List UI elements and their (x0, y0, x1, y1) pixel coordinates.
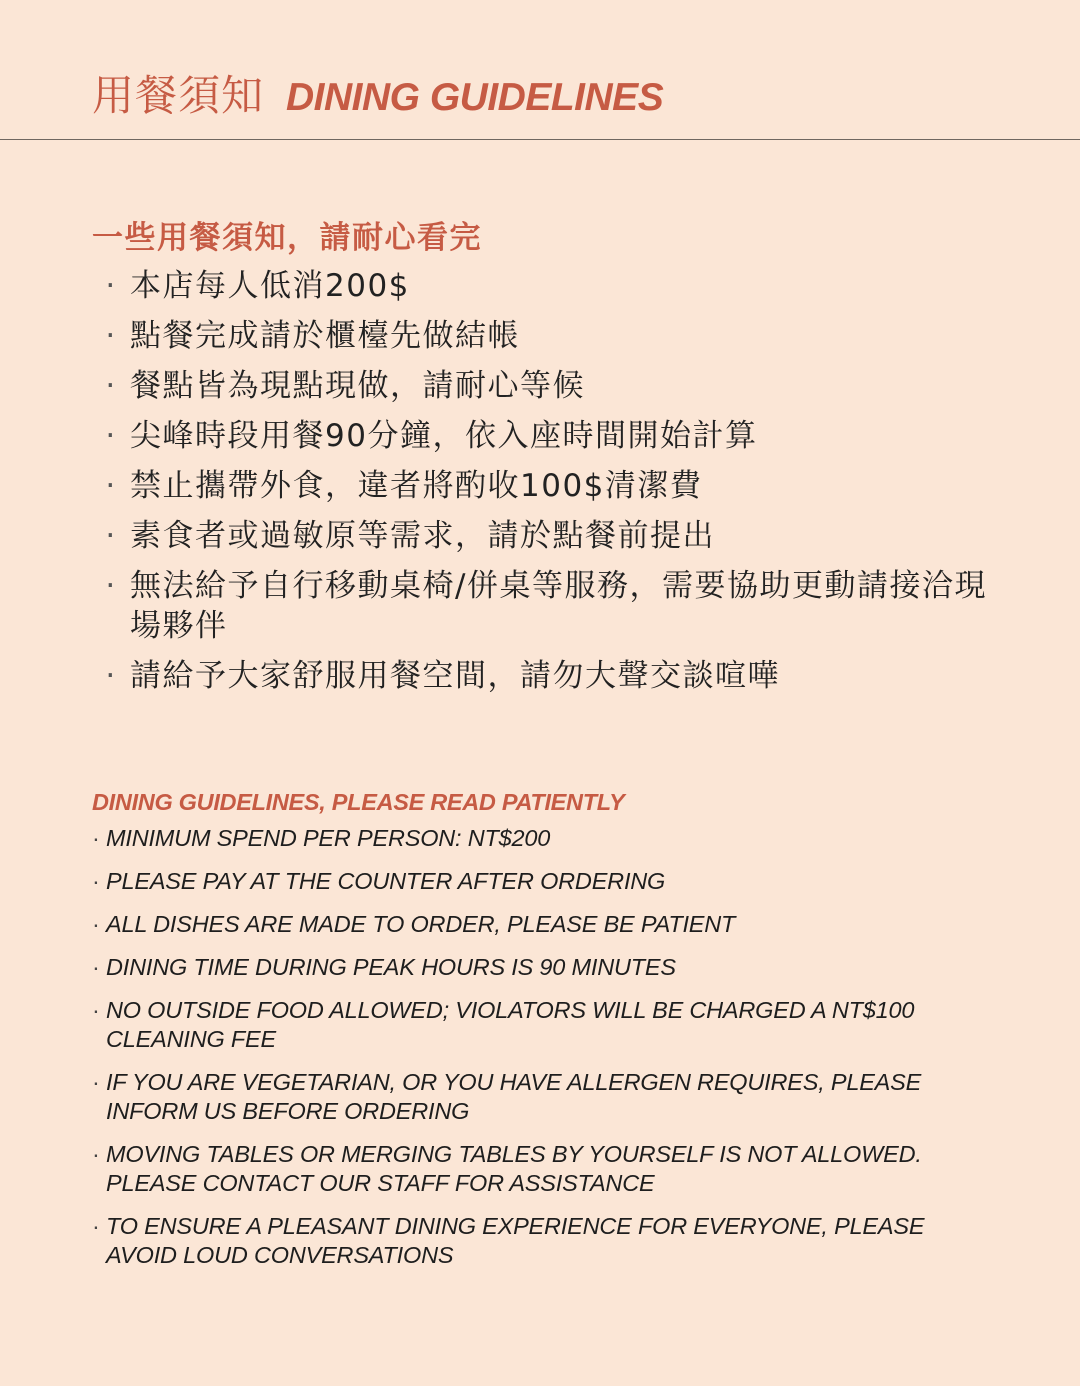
guideline-text: ALL DISHES ARE MADE TO ORDER, PLEASE BE PATIENT (106, 911, 736, 937)
page-title-chinese: 用餐須知 (92, 71, 265, 120)
page-title-english: DINING GUIDELINES (286, 76, 664, 119)
chinese-guidelines-section (92, 214, 1012, 706)
guideline-text: IF YOU ARE VEGETARIAN, OR YOU HAVE ALLERGEN REQUIRES, PLEASE INFORM US BEFORE ORDERING (106, 1069, 922, 1124)
bullet-dot: · (105, 418, 117, 454)
bullet-dot: · (105, 318, 117, 354)
guideline-text: MOVING TABLES OR MERGING TABLES BY YOURSELF IS NOT ALLOWED. PLEASE CONTACT OUR STAFF FOR ASSISTANCE (106, 1141, 922, 1196)
guideline-text: 無法給予自行移動桌椅/併桌等服務，需要協助更動請接洽現場夥伴 (130, 568, 987, 644)
guideline-text: MINIMUM SPEND PER PERSON: NT$200 (106, 825, 551, 851)
english-guideline-item (92, 1068, 992, 1126)
bullet-dot: · (92, 911, 100, 937)
chinese-guidelines-list (92, 266, 1012, 696)
guideline-text: TO ENSURE A PLEASANT DINING EXPERIENCE FOR EVERYONE, PLEASE AVOID LOUD CONVERSATIONS (106, 1213, 925, 1268)
bullet-dot: · (92, 1141, 100, 1167)
english-guidelines-list (92, 824, 992, 1270)
bullet-dot: · (92, 1069, 100, 1095)
page-title (92, 68, 663, 127)
guideline-text: NO OUTSIDE FOOD ALLOWED; VIOLATORS WILL BE CHARGED A NT$100 CLEANING FEE (106, 997, 915, 1052)
guideline-text: 禁止攜帶外食，違者將酌收100$清潔費 (130, 468, 703, 504)
chinese-guidelines-heading: 一些用餐須知，請耐心看完 (92, 220, 482, 256)
chinese-guideline-item (92, 366, 1012, 406)
bullet-dot: · (92, 825, 100, 851)
chinese-guideline-item (92, 566, 1012, 646)
guideline-text: 本店每人低消200$ (130, 268, 410, 304)
bullet-dot: · (105, 518, 117, 554)
guideline-text: PLEASE PAY AT THE COUNTER AFTER ORDERING (106, 868, 666, 894)
page-header (0, 0, 1080, 140)
english-guidelines-section (92, 786, 992, 1284)
guideline-text: DINING TIME DURING PEAK HOURS IS 90 MINUTES (106, 954, 676, 980)
guideline-text: 尖峰時段用餐90分鐘，依入座時間開始計算 (130, 418, 758, 454)
chinese-guideline-item (92, 656, 1012, 696)
english-guideline-item (92, 953, 992, 982)
english-guideline-item (92, 1140, 992, 1198)
chinese-guideline-item (92, 266, 1012, 306)
bullet-dot: · (105, 468, 117, 504)
bullet-dot: · (105, 368, 117, 404)
bullet-dot: · (105, 268, 117, 304)
english-guideline-item (92, 867, 992, 896)
bullet-dot: · (92, 868, 100, 894)
guideline-text: 點餐完成請於櫃檯先做結帳 (130, 318, 520, 354)
english-guideline-item (92, 910, 992, 939)
guideline-text: 餐點皆為現點現做，請耐心等候 (130, 368, 585, 404)
bullet-dot: · (92, 1213, 100, 1239)
bullet-dot: · (92, 954, 100, 980)
chinese-guideline-item (92, 316, 1012, 356)
bullet-dot: · (105, 658, 117, 694)
chinese-guideline-item (92, 466, 1012, 506)
chinese-guideline-item (92, 516, 1012, 556)
bullet-dot: · (105, 568, 117, 604)
english-guidelines-heading: DINING GUIDELINES, PLEASE READ PATIENTLY (92, 789, 625, 815)
bullet-dot: · (92, 997, 100, 1023)
english-guideline-item (92, 1212, 992, 1270)
guideline-text: 素食者或過敏原等需求，請於點餐前提出 (130, 518, 715, 554)
english-guideline-item (92, 996, 992, 1054)
english-guideline-item (92, 824, 992, 853)
guideline-text: 請給予大家舒服用餐空間，請勿大聲交談喧嘩 (130, 658, 780, 694)
chinese-guideline-item (92, 416, 1012, 456)
